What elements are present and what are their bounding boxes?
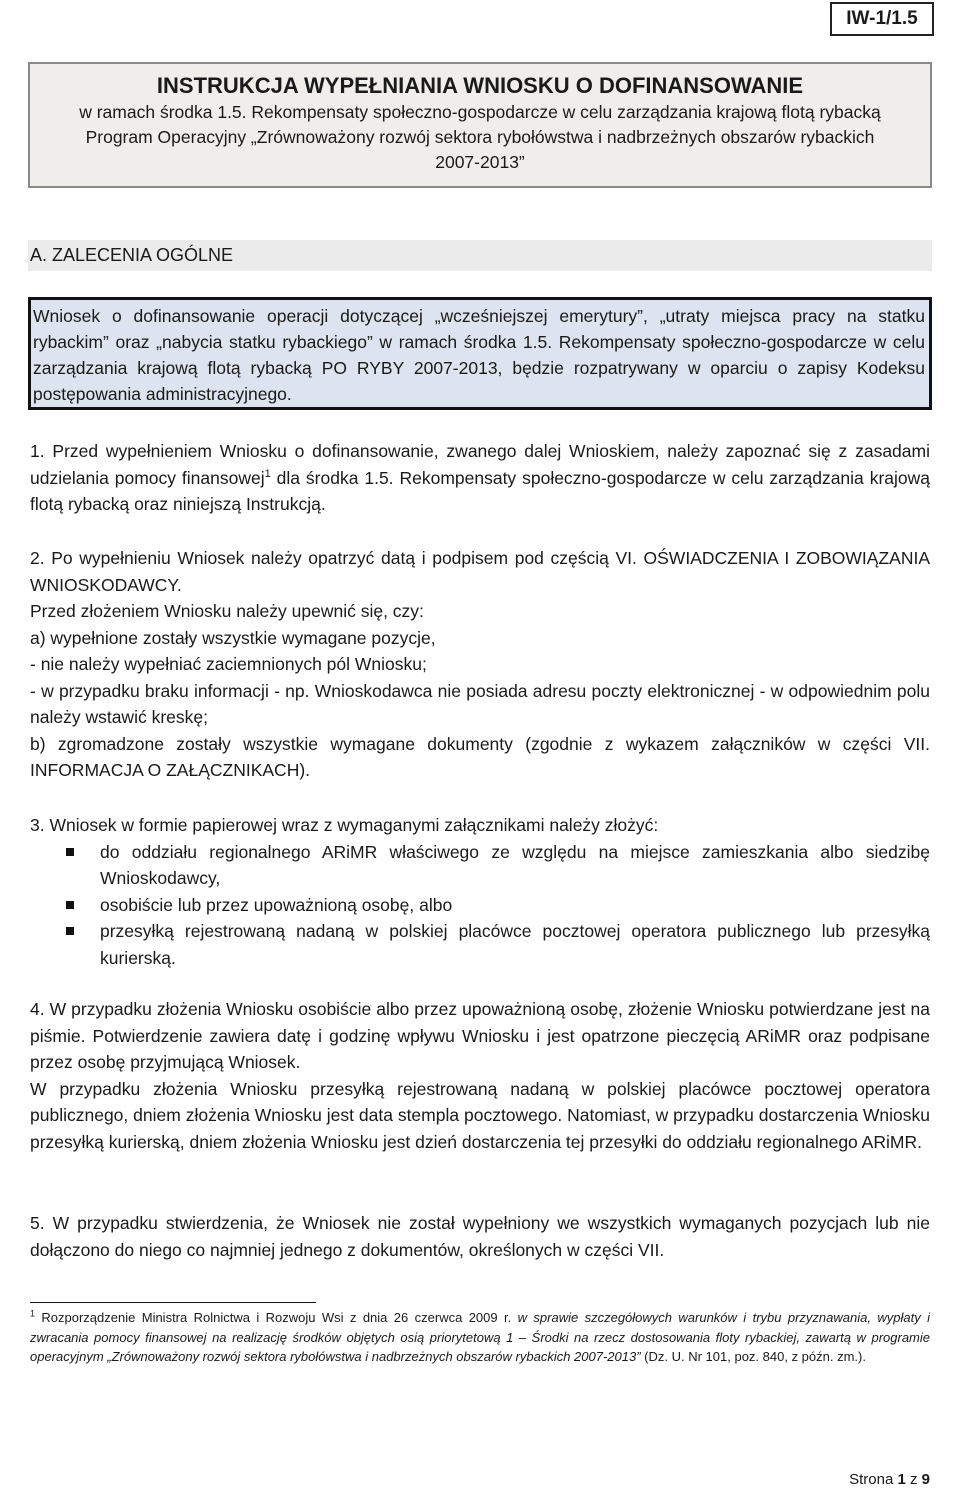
list-item-text: do oddziału regionalnego ARiMR właściwego ze względu na miejsce zamieszkania albo siedzibę Wnioskodawcy, [100, 841, 930, 888]
section-heading-a: A. ZALECENIA OGÓLNE [28, 240, 932, 271]
footnote-reference: 1 [264, 467, 271, 480]
item-2-dash-2: - w przypadku braku informacji - np. Wnioskodawca nie posiada adresu poczty elektronicznej - w odpowiednim polu należy wstawić kreskę; [30, 680, 930, 727]
item-5 [30, 1210, 930, 1263]
list-item [30, 892, 930, 919]
footnote-citation: (Dz. U. Nr 101, poz. 840, z późn. zm.). [640, 1349, 866, 1364]
item-2-point-a: a) wypełnione zostały wszystkie wymagane pozycje, [30, 627, 436, 648]
item-5-paragraph: 5. W przypadku stwierdzenia, że Wniosek nie został wypełniony we wszystkich wymaganych pozycjach lub nie dołączono do niego co najmniej jednego z dokumentów, określonych w części VII. [30, 1213, 930, 1260]
document-code: IW-1/1.5 [830, 2, 934, 36]
item-2-check-intro: Przed złożeniem Wniosku należy upewnić się, czy: [30, 601, 424, 621]
current-page: 1 [897, 1471, 906, 1488]
document-header [28, 62, 932, 188]
list-item [30, 839, 930, 892]
item-2-point-b: b) zgromadzone zostały wszystkie wymagane dokumenty (zgodnie z wykazem załączników w części VII. INFORMACJA O ZAŁĄCZNIKACH). [30, 733, 930, 780]
item-3-bullet-list [30, 839, 930, 972]
item-1-text-after: dla środka 1.5. Rekompensaty społeczno-gospodarcze w celu zarządzania krajową flotą rybacką oraz niniejszą Instrukcją. [30, 467, 930, 514]
footnote-text: Rozporządzenie Ministra Rolnictwa i Rozwoju Wsi z dnia 26 czerwca 2009 r. [35, 1310, 518, 1325]
list-item-text: osobiście lub przez upoważnioną osobę, albo [100, 894, 453, 915]
header-subtitle-line-2: Program Operacyjny „Zrównoważony rozwój sektora rybołówstwa i nadbrzeżnych obszarów rybackich [85, 127, 875, 147]
item-3 [30, 812, 930, 971]
item-3-intro: 3. Wniosek w formie papierowej wraz z wymaganymi załącznikami należy złożyć: [30, 815, 659, 835]
item-4-paragraph-2: W przypadku złożenia Wniosku przesyłką rejestrowaną nadaną w polskiej placówce pocztowej operatora publicznego, dniem złożenia Wniosku jest data stempla pocztowego. Natomiast, w przypadku dostarczenia Wniosku przesyłką kurierską, dniem złożenia Wniosku jest dzień dostarczenia tej przesyłki do oddziału regionalnego ARiMR. [30, 1078, 930, 1152]
list-item-text: przesyłką rejestrowaną nadaną w polskiej placówce pocztowej operatora publicznego lub przesyłką kurierską. [100, 921, 930, 968]
footnote-separator [30, 1302, 316, 1303]
header-subtitle-line-1: w ramach środka 1.5. Rekompensaty społeczno-gospodarcze w celu zarządzania krajową flotą rybacką [79, 102, 881, 122]
item-1 [30, 438, 930, 518]
total-pages: 9 [921, 1471, 930, 1488]
header-subtitle-line-3: 2007-2013” [435, 152, 525, 172]
page-separator: z [909, 1471, 918, 1488]
item-2 [30, 545, 930, 784]
square-bullet-icon [66, 848, 74, 856]
document-title: INSTRUKCJA WYPEŁNIANIA WNIOSKU O DOFINANSOWANIE [156, 73, 804, 98]
square-bullet-icon [66, 901, 74, 909]
footnote-number: 1 [30, 1308, 36, 1319]
item-1-text-before: 1. Przed wypełnieniem Wniosku o dofinansowanie, zwanego dalej Wnioskiem, należy zapoznać się z zasadami udzielania pomocy finansowej [30, 441, 930, 488]
square-bullet-icon [66, 927, 74, 935]
framed-general-note: Wniosek o dofinansowanie operacji dotyczącej „wcześniejszej emerytury”, „utraty miejsca pracy na statku rybackim” oraz „nabycia statku rybackiego” w ramach środka 1.5. Rekompensaty społeczno-gospodarcze w celu zarządzania krajową flotą rybacką PO RYBY 2007-2013, będzie rozpatrywany w oparciu o zapisy Kodeksu postępowania administracyjnego. [28, 297, 932, 410]
item-2-dash-1: - nie należy wypełniać zaciemnionych pól Wniosku; [30, 654, 427, 674]
page-number [849, 1471, 930, 1489]
item-2-paragraph: 2. Po wypełnieniu Wniosek należy opatrzyć datą i podpisem pod częścią VI. OŚWIADCZENIA I ZOBOWIĄZANIA WNIOSKODAWCY. [30, 548, 930, 595]
list-item [30, 918, 930, 971]
item-4-paragraph-1: 4. W przypadku złożenia Wniosku osobiście albo przez upoważnioną osobę, złożenie Wniosku potwierdzane jest na piśmie. Potwierdzenie zawiera datę i godzinę wpływu Wniosku i jest opatrzone pieczęcią ARiMR oraz podpisane przez osobę przyjmującą Wniosek. [30, 999, 930, 1072]
item-4 [30, 996, 930, 1155]
footnote [30, 1308, 930, 1367]
page-label: Strona [849, 1471, 894, 1488]
footnote-italic-text: w sprawie szczegółowych warunków i trybu przyznawania, wypłaty i zwracania pomocy finansowej na realizację środków objętych osią priorytetową 1 – Środki na rzecz dostosowania floty rybackiej, zawartą w programie operacyjnym „Zrównoważony rozwój sektora rybołówstwa i nadbrzeżnych obszarów rybackich 2007-2013” [30, 1310, 930, 1364]
